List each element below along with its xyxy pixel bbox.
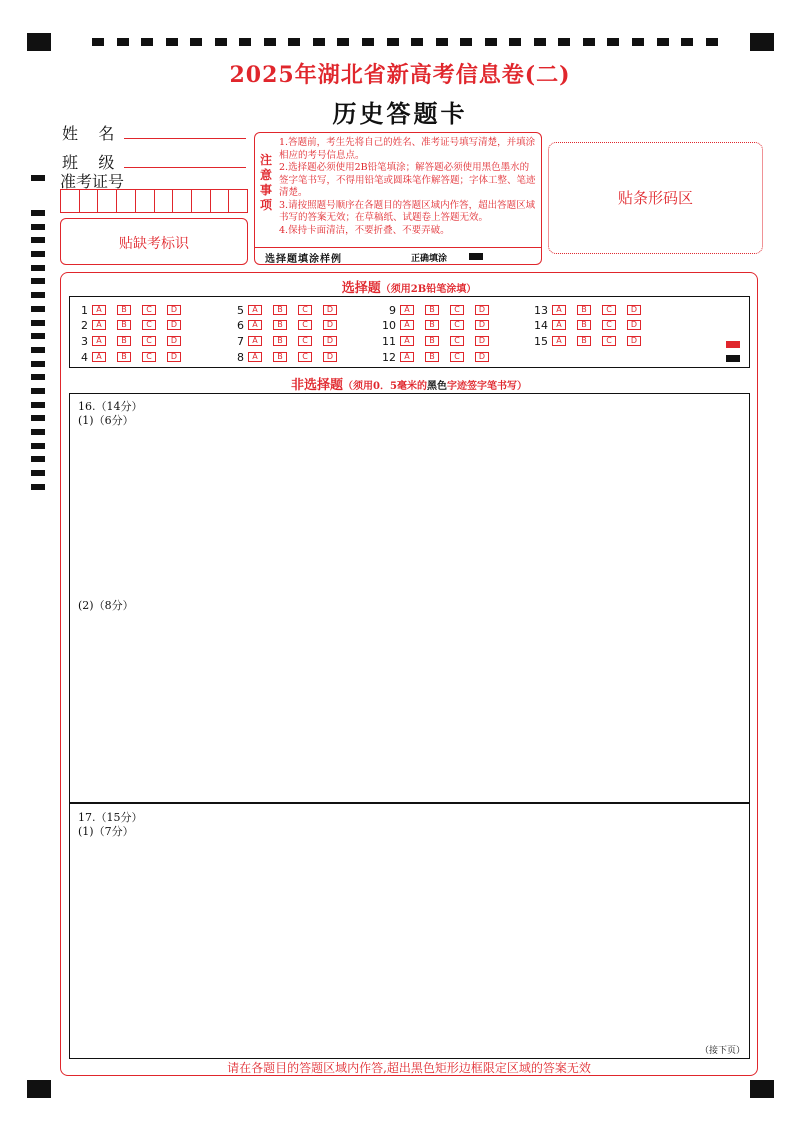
choice-option-bubble[interactable]: B <box>273 336 287 346</box>
choice-option-bubble[interactable]: C <box>142 320 156 330</box>
choice-question-number: 14 <box>534 318 548 332</box>
notice-item-3: 3.请按照题号顺序在各题目的答题区域内作答，超出答题区域书写的答案无效；在草稿纸、试题卷上答题无效。 <box>279 199 536 223</box>
choice-option-bubble[interactable]: B <box>425 320 439 330</box>
choice-option-bubble[interactable]: C <box>298 305 312 315</box>
choice-option-bubble[interactable]: B <box>425 352 439 362</box>
choice-option-bubble[interactable]: B <box>117 305 131 315</box>
corner-marker-top-left <box>27 33 51 51</box>
timing-dash <box>288 38 300 46</box>
choice-option-bubble[interactable]: C <box>450 320 464 330</box>
notice-item-4: 4.保持卡面清洁，不要折叠、不要弄破。 <box>279 224 450 236</box>
timing-mark <box>31 306 45 312</box>
timing-dash <box>337 38 349 46</box>
timing-mark <box>31 333 45 339</box>
timing-dash <box>632 38 644 46</box>
choice-option-bubble[interactable]: B <box>577 305 591 315</box>
name-label: 姓 名 <box>62 124 115 143</box>
nonchoice-note-black: 黑色 <box>426 381 447 392</box>
timing-dash <box>215 38 227 46</box>
timing-mark <box>31 224 45 230</box>
timing-mark <box>31 402 45 408</box>
q17-header: 17.（15分） <box>78 811 143 824</box>
choice-question-number: 10 <box>382 318 396 332</box>
choice-option-bubble[interactable]: C <box>602 305 616 315</box>
barcode-area-label: 贴条形码区 <box>617 189 693 207</box>
timing-mark <box>31 320 45 326</box>
nonchoice-section-title: 非选择题 <box>291 378 344 393</box>
exam-id-digit-box[interactable] <box>229 190 247 212</box>
exam-id-digit-box[interactable] <box>80 190 99 212</box>
timing-dash <box>657 38 669 46</box>
timing-dash <box>190 38 202 46</box>
notice-divider <box>255 247 541 248</box>
choice-option-bubble[interactable]: D <box>323 305 337 315</box>
footer-warning: 请在各题目的答题区域内作答,超出黑色矩形边框限定区域的答案无效 <box>227 1061 591 1075</box>
choice-option-bubble[interactable]: A <box>400 305 414 315</box>
notice-item-2: 2.选择题必须使用2B铅笔填涂；解答题必须使用黑色墨水的签字笔书写，不得用铅笔或圆珠笔作解答题；字体工整、笔迹清楚。 <box>279 162 536 198</box>
exam-id-digit-box[interactable] <box>136 190 155 212</box>
card-title: 历史答题卡 <box>332 99 468 128</box>
choice-option-bubble[interactable]: D <box>167 305 181 315</box>
choice-option-bubble[interactable]: C <box>142 352 156 362</box>
choice-option-bubble[interactable]: D <box>167 352 181 362</box>
exam-id-digit-box[interactable] <box>192 190 211 212</box>
timing-mark <box>31 484 45 490</box>
missing-exam-label: 贴缺考标识 <box>119 236 189 252</box>
choice-option-bubble[interactable]: C <box>298 320 312 330</box>
exam-id-label: 准考证号 <box>60 172 125 191</box>
choice-option-bubble[interactable]: D <box>323 336 337 346</box>
choice-question-row <box>526 303 652 317</box>
choice-option-bubble[interactable]: A <box>92 320 106 330</box>
choice-option-bubble[interactable]: C <box>602 336 616 346</box>
timing-dash <box>92 38 104 46</box>
choice-option-bubble[interactable]: D <box>627 305 641 315</box>
choice-section-header <box>0 277 800 296</box>
timing-dash <box>681 38 693 46</box>
correct-fill-sample <box>469 253 483 260</box>
timing-dash <box>264 38 276 46</box>
choice-option-bubble[interactable]: D <box>475 352 489 362</box>
choice-option-bubble[interactable]: A <box>552 305 566 315</box>
choice-option-bubble[interactable]: A <box>552 320 566 330</box>
timing-dash <box>387 38 399 46</box>
timing-dash <box>313 38 325 46</box>
timing-dash <box>411 38 423 46</box>
exam-id-digit-box[interactable] <box>173 190 192 212</box>
choice-question-number: 6 <box>237 318 244 332</box>
choice-question-row <box>526 334 652 348</box>
choice-option-bubble[interactable]: D <box>167 336 181 346</box>
choice-option-bubble[interactable]: D <box>167 320 181 330</box>
notice-items <box>279 137 537 237</box>
choice-question-number: 5 <box>237 303 244 317</box>
timing-dash <box>558 38 570 46</box>
calibration-mark-red <box>726 341 740 348</box>
choice-option-bubble[interactable]: C <box>602 320 616 330</box>
timing-mark <box>31 361 45 367</box>
choice-question-row <box>66 350 192 364</box>
choice-option-bubble[interactable]: C <box>298 352 312 362</box>
choice-option-bubble[interactable]: A <box>92 352 106 362</box>
timing-dash <box>362 38 374 46</box>
choice-question-row <box>526 318 652 332</box>
timing-dash <box>117 38 129 46</box>
choice-question-row <box>66 303 192 317</box>
choice-option-bubble[interactable]: A <box>400 320 414 330</box>
timing-dash <box>166 38 178 46</box>
fill-example-label: 选择题填涂样例 <box>265 254 342 265</box>
choice-option-bubble[interactable]: B <box>117 352 131 362</box>
q16-part2-label: (2)（8分） <box>78 599 134 612</box>
choice-option-bubble[interactable]: D <box>323 352 337 362</box>
choice-option-bubble[interactable]: B <box>425 336 439 346</box>
timing-dash <box>436 38 448 46</box>
timing-dash <box>583 38 595 46</box>
choice-question-row <box>374 303 500 317</box>
timing-mark <box>31 251 45 257</box>
timing-dash <box>141 38 153 46</box>
choice-option-bubble[interactable]: B <box>273 352 287 362</box>
choice-question-row <box>374 334 500 348</box>
notice-item-1: 1.答题前，考生先将自己的姓名、准考证号填写清楚，并填涂相应的考号信息点。 <box>279 137 536 161</box>
timing-mark <box>31 429 45 435</box>
exam-id-digit-box[interactable] <box>98 190 117 212</box>
exam-id-digit-box[interactable] <box>61 190 80 212</box>
exam-id-boxes[interactable] <box>60 189 248 213</box>
choice-question-number: 3 <box>81 334 88 348</box>
choice-option-bubble[interactable]: A <box>552 336 566 346</box>
timing-mark <box>31 415 45 421</box>
corner-marker-top-right <box>750 33 774 51</box>
choice-question-number: 12 <box>382 350 396 364</box>
choice-section-title: 选择题 <box>341 281 381 296</box>
choice-question-row <box>222 350 348 364</box>
nonchoice-note-2: 字迹签字笔书写） <box>446 381 527 392</box>
choice-option-bubble[interactable]: A <box>248 320 262 330</box>
continue-label: （接下页） <box>699 1046 745 1056</box>
choice-option-bubble[interactable]: C <box>450 305 464 315</box>
choice-option-bubble[interactable]: D <box>475 305 489 315</box>
q16-part1-label: (1)（6分） <box>78 414 134 427</box>
missing-exam-box <box>60 218 248 265</box>
choice-option-bubble[interactable]: B <box>273 320 287 330</box>
timing-mark <box>31 347 45 353</box>
timing-mark <box>31 237 45 243</box>
choice-option-bubble[interactable]: A <box>92 336 106 346</box>
class-label: 班 级 <box>62 153 115 172</box>
q17-answer-area[interactable] <box>69 803 750 1059</box>
choice-option-bubble[interactable]: C <box>142 336 156 346</box>
choice-option-bubble[interactable]: B <box>273 305 287 315</box>
choice-question-number: 2 <box>81 318 88 332</box>
timing-dash <box>460 38 472 46</box>
choice-question-number: 13 <box>534 303 548 317</box>
nonchoice-note-1: （须用0．5毫米的 <box>343 381 427 392</box>
choice-question-row <box>222 303 348 317</box>
timing-mark <box>31 443 45 449</box>
left-timing-mark-single <box>31 175 45 181</box>
choice-option-bubble[interactable]: B <box>577 336 591 346</box>
q17-part1-label: (1)（7分） <box>78 825 134 838</box>
choice-question-row <box>374 350 500 364</box>
choice-question-number: 8 <box>237 350 244 364</box>
exam-id-digit-box[interactable] <box>211 190 230 212</box>
choice-option-bubble[interactable]: A <box>248 305 262 315</box>
choice-question-row <box>222 318 348 332</box>
choice-option-bubble[interactable]: C <box>298 336 312 346</box>
left-timing-marks <box>31 210 45 490</box>
choice-option-bubble[interactable]: C <box>142 305 156 315</box>
choice-option-bubble[interactable]: C <box>450 352 464 362</box>
choice-option-bubble[interactable]: B <box>117 320 131 330</box>
choice-option-bubble[interactable]: D <box>323 320 337 330</box>
notice-side-label: 注 意 事 项 <box>259 153 272 212</box>
choice-question-number: 9 <box>389 303 396 317</box>
choice-question-number: 4 <box>81 350 88 364</box>
barcode-area <box>548 142 763 254</box>
choice-question-row <box>222 334 348 348</box>
choice-question-row <box>66 334 192 348</box>
choice-section-note: （须用2B铅笔涂填） <box>380 284 477 295</box>
timing-dash <box>239 38 251 46</box>
timing-dash <box>509 38 521 46</box>
choice-question-row <box>66 318 192 332</box>
exam-id-digit-box[interactable] <box>117 190 136 212</box>
choice-question-number: 15 <box>534 334 548 348</box>
choice-option-bubble[interactable]: D <box>475 336 489 346</box>
timing-dash <box>706 38 718 46</box>
choice-question-number: 1 <box>81 303 88 317</box>
choice-option-bubble[interactable]: A <box>248 352 262 362</box>
choice-option-bubble[interactable]: D <box>475 320 489 330</box>
correct-fill-label: 正确填涂 <box>411 254 448 264</box>
choice-option-bubble[interactable]: A <box>92 305 106 315</box>
q16-answer-area[interactable] <box>69 393 750 803</box>
choice-option-bubble[interactable]: A <box>400 336 414 346</box>
choice-option-bubble[interactable]: B <box>425 305 439 315</box>
choice-option-bubble[interactable]: B <box>577 320 591 330</box>
choice-question-number: 11 <box>382 334 396 348</box>
notice-box <box>254 132 542 265</box>
timing-dash <box>485 38 497 46</box>
q16-header: 16.（14分） <box>78 400 143 413</box>
choice-option-bubble[interactable]: D <box>627 320 641 330</box>
choice-option-bubble[interactable]: A <box>400 352 414 362</box>
timing-mark <box>31 210 45 216</box>
choice-option-bubble[interactable]: A <box>248 336 262 346</box>
nonchoice-section-header <box>0 374 800 393</box>
choice-option-bubble[interactable]: D <box>627 336 641 346</box>
corner-marker-bottom-left <box>27 1080 51 1098</box>
top-timing-marks <box>92 38 718 46</box>
choice-option-bubble[interactable]: B <box>117 336 131 346</box>
timing-mark <box>31 470 45 476</box>
corner-marker-bottom-right <box>750 1080 774 1098</box>
timing-mark <box>31 456 45 462</box>
exam-title: 2025年湖北省新高考信息卷(二) <box>229 62 571 88</box>
calibration-mark-black <box>726 355 740 362</box>
name-field[interactable] <box>124 138 246 139</box>
timing-dash <box>534 38 546 46</box>
timing-dash <box>607 38 619 46</box>
class-field[interactable] <box>124 167 246 168</box>
choice-question-row <box>374 318 500 332</box>
exam-id-digit-box[interactable] <box>155 190 174 212</box>
choice-question-number: 7 <box>237 334 244 348</box>
choice-option-bubble[interactable]: C <box>450 336 464 346</box>
timing-mark <box>31 265 45 271</box>
